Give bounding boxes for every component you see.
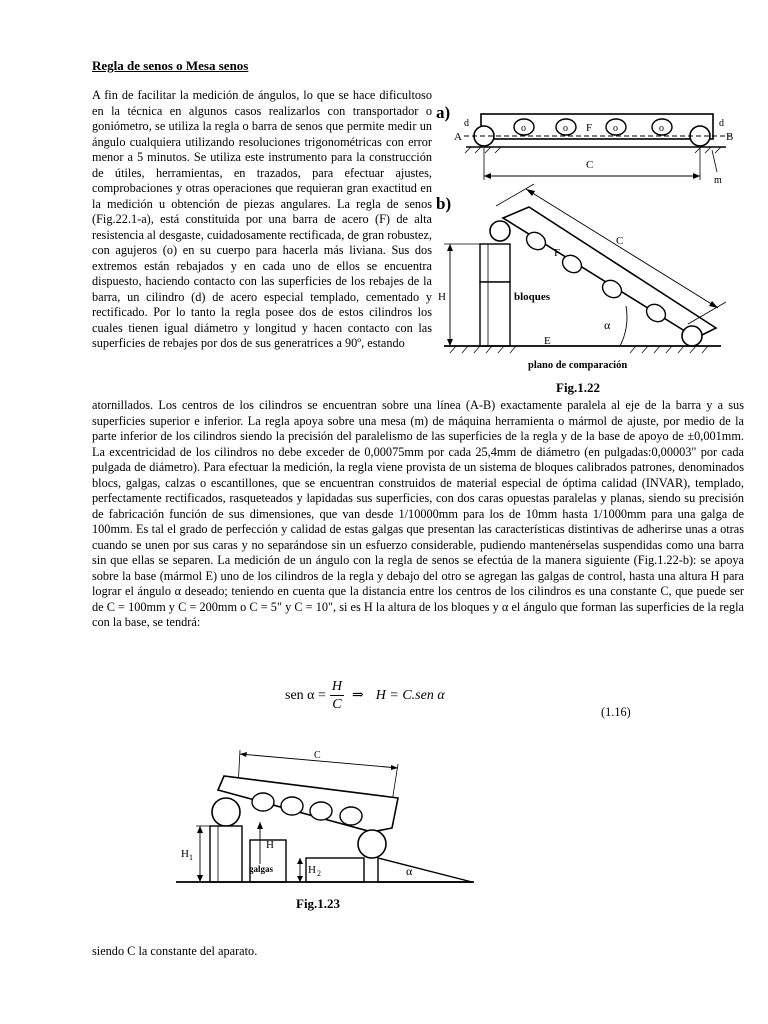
fig22b-C: C: [616, 235, 624, 247]
fig22b-block-top: [480, 244, 510, 282]
figure-1-22: [436, 96, 736, 396]
fig23-H2-sub: 2: [317, 869, 321, 878]
fig22a-C: C: [586, 159, 594, 171]
formula-rhs: H = C.sen α: [375, 687, 445, 703]
fig22b-bloques: bloques: [514, 291, 551, 303]
fig23-alpha: α: [406, 864, 413, 878]
fig22b-E: E: [544, 335, 551, 347]
fig22b-H: H: [438, 291, 446, 303]
fig23-H1: H: [181, 848, 189, 860]
fig23-wedge: [378, 858, 472, 882]
fig22a-o1: o: [521, 123, 526, 134]
formula-fraction: [330, 678, 344, 713]
fig22b-plano: plano de comparación: [528, 360, 628, 371]
formula-lhs: sen α =: [285, 687, 326, 703]
formula-arrow: ⇒: [352, 688, 364, 703]
section-title: Regla de senos o Mesa senos: [92, 58, 249, 73]
fig22-label-b: b): [436, 194, 452, 213]
intro-paragraph: A fin de facilitar la medición de ángulos, lo que se hace dificultoso en la técnica en algunos casos realizarlos con transportador o goniómetro, se utiliza la regla o barra de senos que permite medir un ángulo cualquiera utilizando resoluciones trigonométricas con error menor a 5 minutos. Se utiliza este instrumento para la construcción de útiles, herramientas, en trazados, para efectuar ajustes, comprobaciones y otras operaciones que requieran gran exactitud en la medición u obtención de piezas angulares. La regla de senos (Fig.22.1-a), está constituida por una barra de acero (F) de alta resistencia al desgaste, cuidadosamente rectificada, de gran robustez, con agujeros (o) en su cuerpo para hacerla más liviana. Sus dos extremos están rebajados y en cada uno de ellos se encuentra dispuesto, haciendo contacto con las superficies de los rebajes de la barra, un cilindro (d) de acero especial templado, cementado y rectificado. Por lo tanto la regla posee dos de estos cilindros los cuales tienen igual diámetro y longitud y hacen contacto con las superficies de rebajes por dos de sus generatrices a 90º, estando: [92, 88, 432, 350]
fig22a-F: F: [586, 122, 593, 134]
fig22a-d-right: d: [719, 118, 724, 129]
body-paragraph: atornillados. Los centros de los cilindros se encuentran sobre una línea (A-B) exactamente paralela al eje de la barra y a sus superficies superior e inferior. La regla apoya sobre una mesa (m) de máquina herramienta o mármol de ajuste, por medio de la parte inferior de los cilindros siendo la precisión del paralelismo de las superficies de la regla y de la base de apoyo de ±0,001mm. La excentricidad de los cilindros no debe exceder de 0,00075mm por cada 25,4mm de diámetro (en pulgadas:0,00003" por cada pulgada de diámetro). Para efectuar la medición, la regla viene provista de un sistema de bloques calibrados patrones, denominados blocs, galgas, calzas o escantillones, que se encuentran construidos de material especial de óptima calidad (INVAR), templado, perfectamente rectificados, rasqueteados y lapidadas sus superficies, con dos caras opuestas paralelas y planas, siendo su precisión de fabricación función de sus dimensiones, que van desde 1/10000mm para los de 10mm hasta 1/1000mm para una galga de 100mm. Es tal el grado de perfección y calidad de estas galgas que presentan las características distintivas de adherirse unas a otras cuando se unen por sus caras y no separándose sin un esfuerzo considerable, pudiendo mantenérselas suspendidas como una barra sin que ellas se separen. La medición de un ángulo con la regla de senos se efectúa de la manera siguiente (Fig.1.22-b): se apoya sobre la base (mármol E) uno de los cilindros de la regla y debajo del otro se agregan las galgas de control, hasta una altura H para lograr el ángulo α deseado; teniendo en cuenta que la distancia entre los centros de los cilindros es una constante C, que puede ser de C = 100mm y C = 200mm o C = 5" y C = 10", si es H la altura de los bloques y α el ángulo que forman las superficies de la regla con la base, se tendrá:: [92, 398, 744, 629]
fig23-caption: Fig.1.23: [296, 896, 341, 911]
fig22b-F: F: [554, 247, 561, 259]
closing-line: siendo C la constante del aparato.: [92, 944, 258, 958]
fig23-cylinder-right: [358, 830, 386, 858]
fig23-galgas: galgas: [249, 864, 274, 874]
formula-denominator: C: [332, 697, 342, 712]
fig22a-d-left: d: [464, 118, 469, 129]
fig23-C: C: [314, 750, 321, 761]
formula-1-16: [285, 678, 445, 713]
formula-numerator: H: [331, 679, 343, 694]
equation-number: (1.16): [601, 705, 631, 719]
fig23-H1-sub: 1: [189, 853, 193, 862]
fig22b-cylinder-upper: [490, 221, 510, 241]
fig23-H2: H: [308, 864, 316, 876]
fig22a-o3: o: [613, 123, 618, 134]
fig22a-o4: o: [659, 123, 664, 134]
fig22-caption: Fig.1.22: [556, 380, 601, 395]
fig22a-m: m: [714, 175, 722, 186]
figure-1-23: [176, 740, 476, 915]
fig22b-cylinder-lower: [682, 326, 702, 346]
fig22b-block-bottom: [480, 282, 510, 346]
fig23-block-left: [210, 826, 242, 882]
fig22b-alpha: α: [604, 318, 611, 332]
fig22-label-a: a): [436, 103, 451, 122]
fig23-cylinder-left: [212, 798, 240, 826]
fig22a-B: B: [726, 131, 734, 143]
fig22a-A: A: [454, 131, 462, 143]
fig23-bar: [218, 776, 398, 832]
fig23-H: H: [266, 839, 274, 851]
fig22a-o2: o: [563, 123, 568, 134]
